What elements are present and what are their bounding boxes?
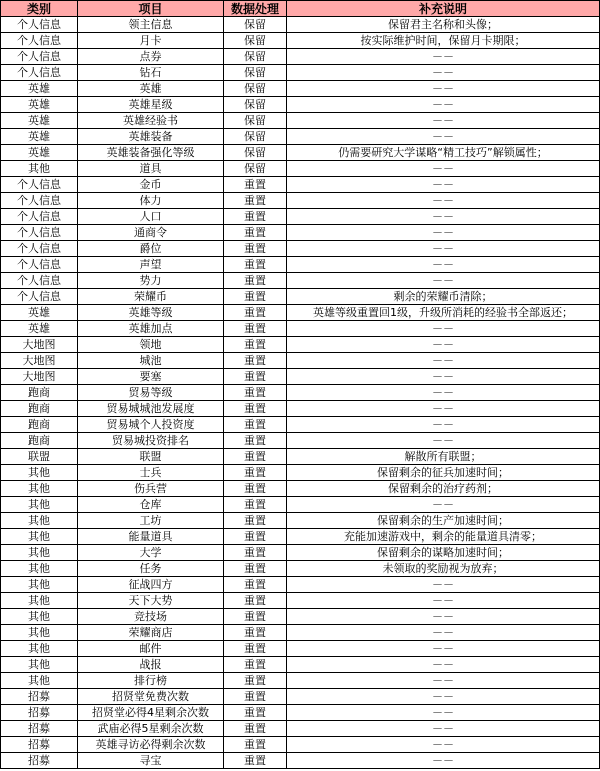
handling-cell: 重置 [224,177,287,193]
item-cell: 英雄装备强化等级 [78,145,224,161]
note-cell: 保留剩余的谋略加速时间； [287,545,600,561]
note-cell: －－ [287,161,600,177]
note-cell: －－ [287,129,600,145]
table-row [1,209,600,225]
item-cell: 道具 [78,161,224,177]
table-row [1,449,600,465]
note-cell: －－ [287,209,600,225]
item-cell: 贸易城个人投资度 [78,417,224,433]
note-cell: －－ [287,497,600,513]
table-row [1,625,600,641]
table-row [1,753,600,769]
category-cell: 招募 [1,689,78,705]
category-cell: 跑商 [1,433,78,449]
handling-cell: 重置 [224,529,287,545]
handling-cell: 重置 [224,209,287,225]
header-item: 项目 [78,1,224,17]
note-cell: 保留剩余的治疗药剂； [287,481,600,497]
item-cell: 士兵 [78,465,224,481]
header-row [1,1,600,17]
table-row [1,593,600,609]
note-cell: 充能加速游戏中，剩余的能量道具清零； [287,529,600,545]
handling-cell: 重置 [224,609,287,625]
item-cell: 英雄 [78,81,224,97]
category-cell: 其他 [1,161,78,177]
table-row [1,721,600,737]
handling-cell: 重置 [224,561,287,577]
category-cell: 招募 [1,753,78,769]
note-cell: －－ [287,721,600,737]
handling-cell: 保留 [224,113,287,129]
category-cell: 联盟 [1,449,78,465]
item-cell: 荣耀币 [78,289,224,305]
table-row [1,177,600,193]
table-row [1,529,600,545]
category-cell: 大地图 [1,353,78,369]
item-cell: 排行榜 [78,673,224,689]
table-row [1,113,600,129]
note-cell: －－ [287,113,600,129]
category-cell: 英雄 [1,129,78,145]
item-cell: 领地 [78,337,224,353]
table-row [1,401,600,417]
category-cell: 英雄 [1,97,78,113]
category-cell: 其他 [1,561,78,577]
category-cell: 其他 [1,465,78,481]
table-row [1,641,600,657]
item-cell: 邮件 [78,641,224,657]
category-cell: 个人信息 [1,209,78,225]
item-cell: 招贤堂必得4星剩余次数 [78,705,224,721]
table-row [1,545,600,561]
table-row [1,353,600,369]
table-row [1,81,600,97]
item-cell: 招贤堂免费次数 [78,689,224,705]
item-cell: 能量道具 [78,529,224,545]
table-row [1,561,600,577]
table-row [1,273,600,289]
table-row [1,689,600,705]
handling-cell: 重置 [224,481,287,497]
category-cell: 跑商 [1,401,78,417]
item-cell: 英雄装备 [78,129,224,145]
handling-cell: 保留 [224,33,287,49]
handling-cell: 重置 [224,257,287,273]
table-row [1,289,600,305]
item-cell: 伤兵营 [78,481,224,497]
handling-cell: 重置 [224,241,287,257]
note-cell: －－ [287,737,600,753]
handling-cell: 重置 [224,593,287,609]
category-cell: 大地图 [1,369,78,385]
category-cell: 其他 [1,593,78,609]
table-row [1,465,600,481]
table-row [1,481,600,497]
note-cell: －－ [287,593,600,609]
category-cell: 个人信息 [1,49,78,65]
handling-cell: 保留 [224,145,287,161]
handling-cell: 重置 [224,545,287,561]
handling-cell: 重置 [224,289,287,305]
handling-cell: 重置 [224,193,287,209]
note-cell: －－ [287,577,600,593]
table-row [1,385,600,401]
item-cell: 月卡 [78,33,224,49]
item-cell: 人口 [78,209,224,225]
handling-cell: 重置 [224,689,287,705]
category-cell: 英雄 [1,145,78,161]
handling-cell: 重置 [224,401,287,417]
category-cell: 其他 [1,641,78,657]
item-cell: 武庙必得5星剩余次数 [78,721,224,737]
handling-cell: 重置 [224,433,287,449]
category-cell: 招募 [1,705,78,721]
category-cell: 其他 [1,497,78,513]
handling-cell: 保留 [224,81,287,97]
table-row [1,609,600,625]
item-cell: 金币 [78,177,224,193]
category-cell: 英雄 [1,113,78,129]
note-cell: －－ [287,625,600,641]
item-cell: 英雄加点 [78,321,224,337]
handling-cell: 保留 [224,161,287,177]
note-cell: 保留剩余的生产加速时间； [287,513,600,529]
note-cell: 解散所有联盟； [287,449,600,465]
category-cell: 其他 [1,577,78,593]
table-row [1,577,600,593]
note-cell: －－ [287,337,600,353]
handling-cell: 重置 [224,369,287,385]
table-row [1,65,600,81]
table-row [1,497,600,513]
note-cell: －－ [287,689,600,705]
category-cell: 其他 [1,545,78,561]
note-cell: －－ [287,705,600,721]
category-cell: 其他 [1,673,78,689]
note-cell: －－ [287,81,600,97]
handling-cell: 重置 [224,705,287,721]
item-cell: 英雄寻访必得剩余次数 [78,737,224,753]
note-cell: －－ [287,353,600,369]
note-cell: 按实际维护时间，保留月卡期限； [287,33,600,49]
handling-cell: 重置 [224,673,287,689]
category-cell: 英雄 [1,321,78,337]
handling-cell: 重置 [224,417,287,433]
table-row [1,225,600,241]
table-row [1,161,600,177]
category-cell: 招募 [1,737,78,753]
handling-cell: 重置 [224,513,287,529]
category-cell: 跑商 [1,417,78,433]
handling-cell: 重置 [224,625,287,641]
handling-cell: 重置 [224,577,287,593]
table-row [1,433,600,449]
category-cell: 个人信息 [1,257,78,273]
table-row [1,657,600,673]
note-cell: －－ [287,177,600,193]
item-cell: 竞技场 [78,609,224,625]
item-cell: 工坊 [78,513,224,529]
handling-cell: 重置 [224,305,287,321]
item-cell: 仓库 [78,497,224,513]
handling-cell: 保留 [224,97,287,113]
note-cell: －－ [287,225,600,241]
item-cell: 英雄星级 [78,97,224,113]
table-row [1,337,600,353]
category-cell: 个人信息 [1,17,78,33]
category-cell: 其他 [1,625,78,641]
note-cell: －－ [287,65,600,81]
item-cell: 荣耀商店 [78,625,224,641]
table-row [1,49,600,65]
category-cell: 跑商 [1,385,78,401]
handling-cell: 重置 [224,321,287,337]
item-cell: 贸易城投资排名 [78,433,224,449]
item-cell: 寻宝 [78,753,224,769]
item-cell: 贸易城城池发展度 [78,401,224,417]
item-cell: 领主信息 [78,17,224,33]
header-handling: 数据处理 [224,1,287,17]
note-cell: －－ [287,241,600,257]
item-cell: 钻石 [78,65,224,81]
table-row [1,241,600,257]
table-row [1,33,600,49]
handling-cell: 保留 [224,49,287,65]
item-cell: 任务 [78,561,224,577]
note-cell: －－ [287,433,600,449]
category-cell: 个人信息 [1,193,78,209]
handling-cell: 保留 [224,129,287,145]
note-cell: －－ [287,641,600,657]
item-cell: 天下大势 [78,593,224,609]
handling-cell: 重置 [224,657,287,673]
table-row [1,305,600,321]
category-cell: 个人信息 [1,289,78,305]
category-cell: 英雄 [1,305,78,321]
handling-cell: 重置 [224,753,287,769]
note-cell: －－ [287,401,600,417]
note-cell: －－ [287,385,600,401]
item-cell: 声望 [78,257,224,273]
handling-cell: 重置 [224,337,287,353]
handling-cell: 重置 [224,641,287,657]
table-row [1,17,600,33]
handling-cell: 重置 [224,273,287,289]
note-cell: －－ [287,273,600,289]
handling-cell: 重置 [224,721,287,737]
header-category: 类别 [1,1,78,17]
table-row [1,145,600,161]
note-cell: 剩余的荣耀币清除； [287,289,600,305]
category-cell: 其他 [1,481,78,497]
item-cell: 联盟 [78,449,224,465]
item-cell: 体力 [78,193,224,209]
note-cell: －－ [287,609,600,625]
item-cell: 势力 [78,273,224,289]
note-cell: 英雄等级重置回1级，升级所消耗的经验书全部返还； [287,305,600,321]
item-cell: 战报 [78,657,224,673]
handling-cell: 重置 [224,465,287,481]
note-cell: －－ [287,257,600,273]
handling-cell: 保留 [224,17,287,33]
note-cell: －－ [287,369,600,385]
handling-cell: 重置 [224,353,287,369]
table-row [1,321,600,337]
item-cell: 要塞 [78,369,224,385]
header-note: 补充说明 [287,1,600,17]
table-row [1,257,600,273]
category-cell: 其他 [1,529,78,545]
item-cell: 爵位 [78,241,224,257]
category-cell: 招募 [1,721,78,737]
table-row [1,193,600,209]
category-cell: 个人信息 [1,65,78,81]
note-cell: －－ [287,49,600,65]
category-cell: 个人信息 [1,177,78,193]
handling-cell: 重置 [224,497,287,513]
note-cell: 保留君主名称和头像； [287,17,600,33]
category-cell: 英雄 [1,81,78,97]
table-row [1,673,600,689]
note-cell: 仍需要研究大学谋略“精工技巧”解锁属性； [287,145,600,161]
category-cell: 个人信息 [1,225,78,241]
item-cell: 贸易等级 [78,385,224,401]
table-row [1,737,600,753]
handling-cell: 重置 [224,385,287,401]
note-cell: －－ [287,193,600,209]
category-cell: 其他 [1,513,78,529]
note-cell: －－ [287,321,600,337]
item-cell: 征战四方 [78,577,224,593]
handling-cell: 重置 [224,449,287,465]
category-cell: 大地图 [1,337,78,353]
item-cell: 通商令 [78,225,224,241]
note-cell: －－ [287,753,600,769]
table-row [1,417,600,433]
item-cell: 大学 [78,545,224,561]
category-cell: 其他 [1,609,78,625]
table-row [1,513,600,529]
item-cell: 城池 [78,353,224,369]
item-cell: 英雄等级 [78,305,224,321]
table-row [1,705,600,721]
table-header [1,1,600,17]
note-cell: 保留剩余的征兵加速时间； [287,465,600,481]
table-body [1,17,600,769]
note-cell: 未领取的奖励视为放弃； [287,561,600,577]
category-cell: 个人信息 [1,33,78,49]
category-cell: 其他 [1,657,78,673]
handling-cell: 保留 [224,65,287,81]
handling-cell: 重置 [224,225,287,241]
table-row [1,369,600,385]
item-cell: 点券 [78,49,224,65]
note-cell: －－ [287,417,600,433]
table-row [1,129,600,145]
category-cell: 个人信息 [1,273,78,289]
item-cell: 英雄经验书 [78,113,224,129]
category-cell: 个人信息 [1,241,78,257]
table-row [1,97,600,113]
note-cell: －－ [287,657,600,673]
handling-cell: 重置 [224,737,287,753]
note-cell: －－ [287,97,600,113]
note-cell: －－ [287,673,600,689]
